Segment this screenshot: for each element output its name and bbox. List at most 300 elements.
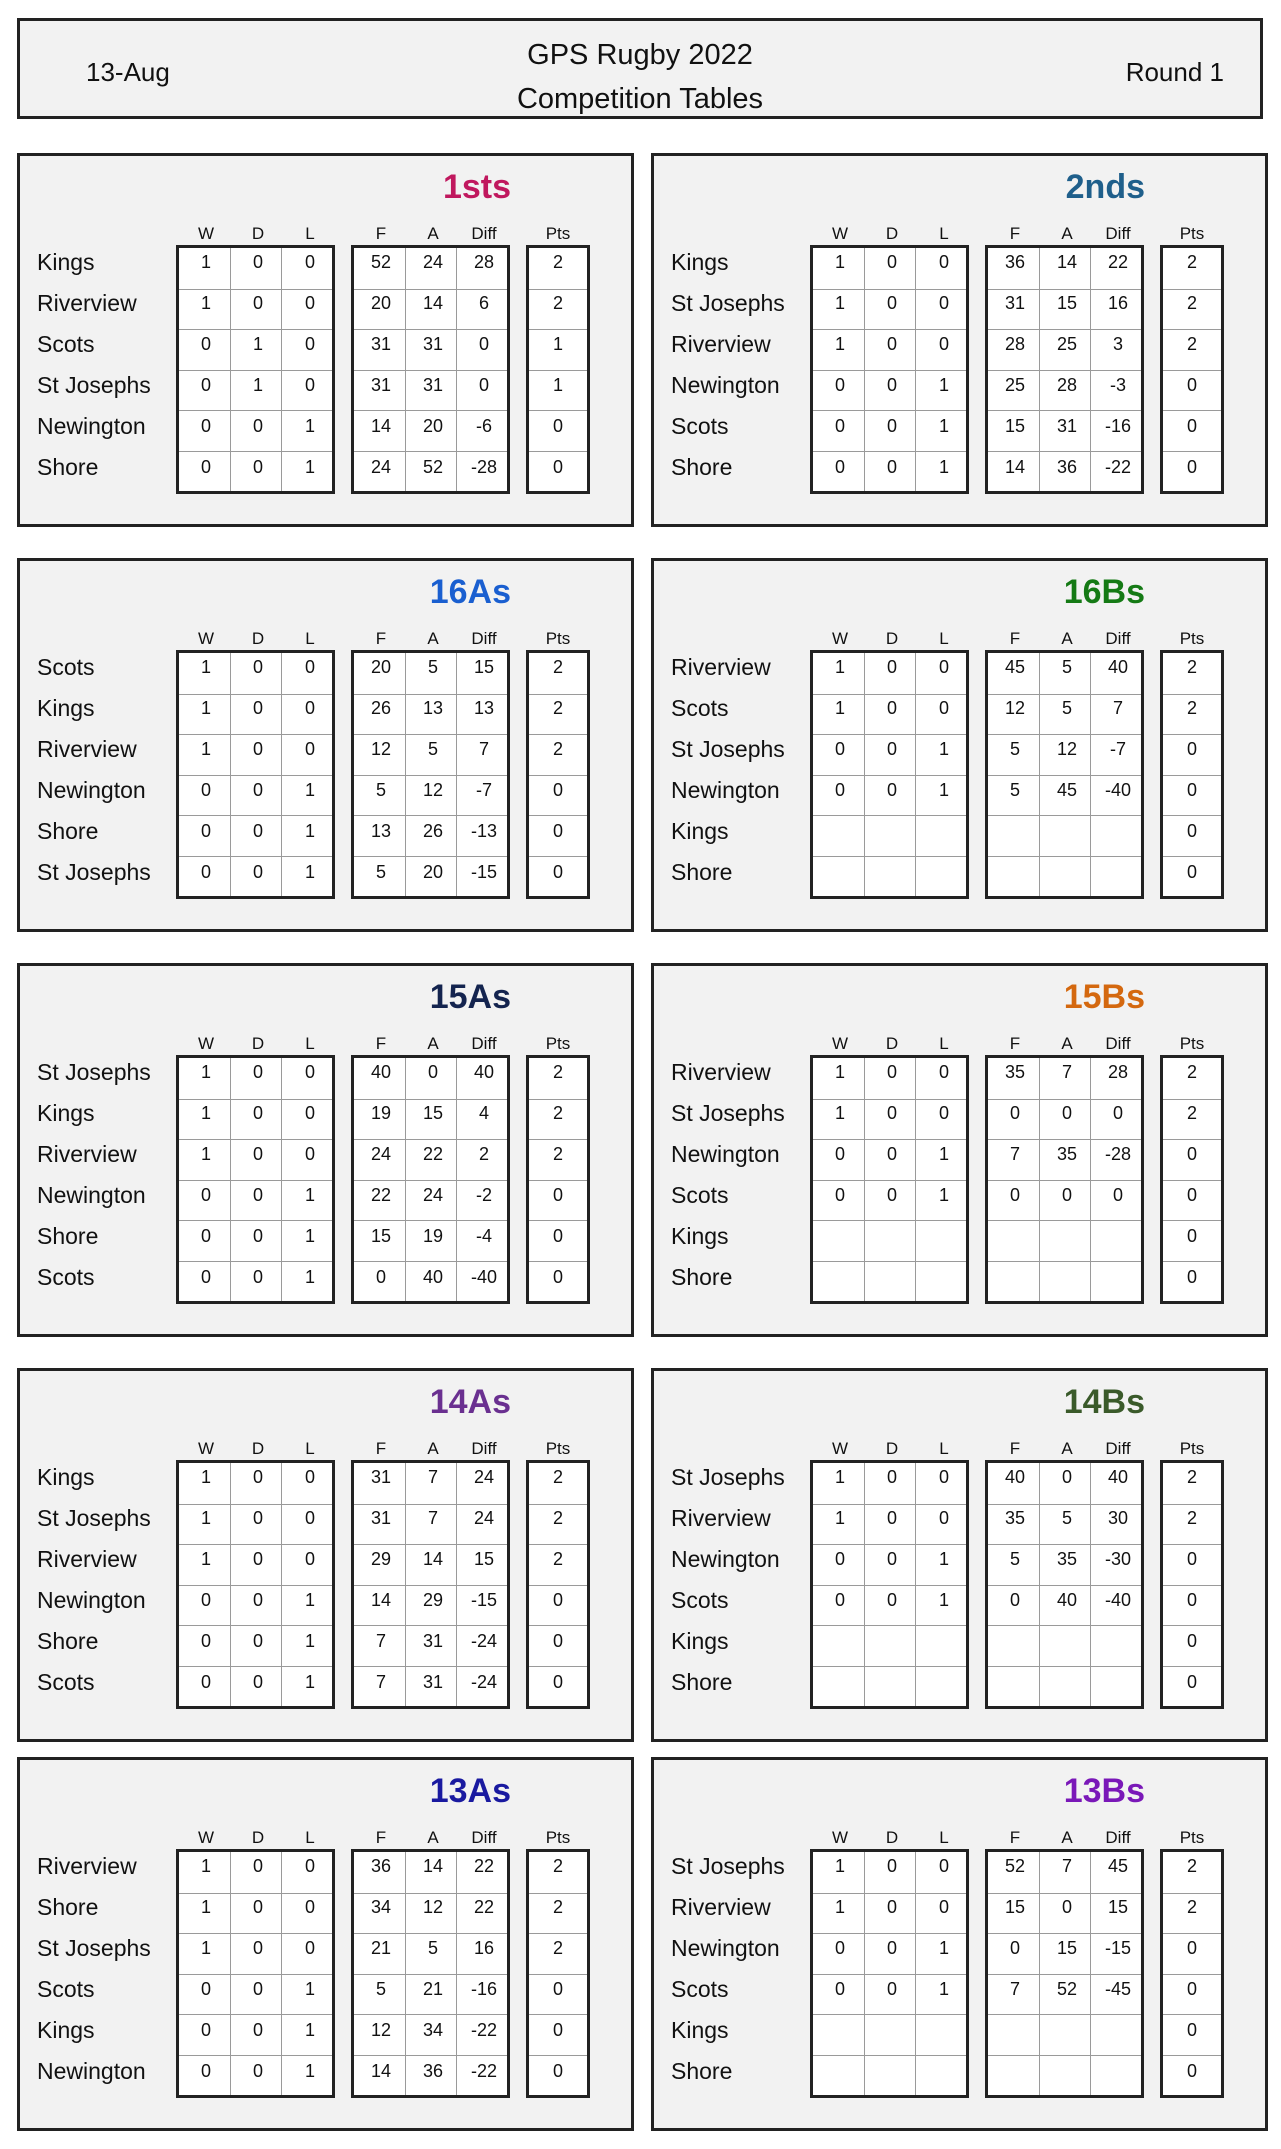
cell-pts: 2 <box>552 1144 563 1164</box>
grid-line <box>529 1933 587 1934</box>
cell-f: 31 <box>370 334 392 354</box>
cell-diff: -3 <box>1109 375 1126 395</box>
cell-diff: 22 <box>473 1856 495 1876</box>
cell-a: 0 <box>1061 1185 1072 1205</box>
grid-line <box>813 1625 966 1626</box>
cell-pts: 2 <box>1186 293 1197 313</box>
cell-pts: 0 <box>1186 1590 1197 1610</box>
cell-pts: 2 <box>552 252 563 272</box>
column-header-f: F <box>375 1034 387 1053</box>
table-panel-14bs <box>651 1368 1268 1742</box>
cell-diff: -28 <box>1104 1144 1131 1164</box>
team-name: Scots <box>37 331 95 357</box>
grid-line <box>813 1544 966 1545</box>
column-header-pts: Pts <box>1179 1828 1205 1847</box>
cell-diff: -22 <box>1104 457 1131 477</box>
cell-f: 15 <box>370 1226 392 1246</box>
cell-d: 0 <box>886 1979 897 1999</box>
header-date: 13-Aug <box>86 57 170 87</box>
cell-f: 0 <box>375 1267 386 1287</box>
team-name: Kings <box>37 1100 95 1126</box>
grid-line <box>1163 370 1221 371</box>
cell-d: 0 <box>252 1267 263 1287</box>
team-name: Kings <box>671 818 729 844</box>
cell-diff: 16 <box>473 1938 495 1958</box>
cell-w: 0 <box>834 375 845 395</box>
page-header <box>17 18 1263 119</box>
column-header-diff: Diff <box>1105 1439 1131 1458</box>
cell-a: 19 <box>422 1226 444 1246</box>
cell-a: 13 <box>422 698 444 718</box>
column-header-f: F <box>375 629 387 648</box>
grid-line <box>813 1933 966 1934</box>
cell-pts: 0 <box>552 1590 563 1610</box>
cell-pts: 2 <box>1186 657 1197 677</box>
grid-line <box>813 2055 966 2056</box>
cell-a: 12 <box>1056 739 1078 759</box>
column-header-diff: Diff <box>471 224 497 243</box>
table-panel-13as <box>17 1757 634 2131</box>
cell-l: 1 <box>938 1549 949 1569</box>
column-header-d: D <box>885 629 899 648</box>
column-header-a: A <box>427 1439 439 1458</box>
cell-f: 20 <box>370 293 392 313</box>
column-header-a: A <box>427 1034 439 1053</box>
cell-f: 24 <box>370 1144 392 1164</box>
grid-line <box>529 1180 587 1181</box>
scores-box <box>985 650 1144 899</box>
column-header-l: L <box>305 1439 315 1458</box>
cell-f: 34 <box>370 1897 392 1917</box>
column-header-d: D <box>251 1828 265 1847</box>
cell-diff: 24 <box>473 1508 495 1528</box>
cell-d: 0 <box>886 1185 897 1205</box>
cell-d: 0 <box>252 1467 263 1487</box>
column-header-f: F <box>375 1828 387 1847</box>
cell-a: 5 <box>427 739 438 759</box>
cell-w: 1 <box>834 1103 845 1123</box>
cell-w: 1 <box>834 1856 845 1876</box>
cell-d: 0 <box>252 698 263 718</box>
team-name: Riverview <box>37 290 137 316</box>
cell-l: 1 <box>304 862 315 882</box>
cell-diff: 28 <box>1107 1062 1129 1082</box>
cell-f: 52 <box>1004 1856 1026 1876</box>
cell-w: 0 <box>200 457 211 477</box>
cell-w: 0 <box>200 1185 211 1205</box>
column-header-w: W <box>197 1439 215 1458</box>
column-header-diff: Diff <box>1105 1034 1131 1053</box>
cell-d: 0 <box>886 252 897 272</box>
column-header-d: D <box>885 1034 899 1053</box>
grid-line <box>179 1666 332 1667</box>
cell-diff: 7 <box>478 739 489 759</box>
cell-pts: 2 <box>1186 1856 1197 1876</box>
cell-w: 0 <box>200 780 211 800</box>
cell-d: 0 <box>252 1672 263 1692</box>
grid-line <box>988 1504 1141 1505</box>
cell-diff: -22 <box>470 2020 497 2040</box>
cell-a: 5 <box>1061 1508 1072 1528</box>
grid-line <box>354 1180 507 1181</box>
grid-line <box>1163 289 1221 290</box>
cell-a: 28 <box>1056 375 1078 395</box>
table-title: 15Bs <box>1063 978 1145 1016</box>
grid-line <box>179 1261 332 1262</box>
grid-line <box>813 1666 966 1667</box>
cell-a: 0 <box>1061 1897 1072 1917</box>
team-name: Shore <box>37 1894 99 1920</box>
cell-a: 14 <box>422 1549 444 1569</box>
cell-pts: 2 <box>552 657 563 677</box>
grid-line <box>813 1585 966 1586</box>
cell-d: 0 <box>886 1549 897 1569</box>
cell-w: 1 <box>200 293 211 313</box>
grid-line <box>529 451 587 452</box>
team-name: St Josephs <box>37 372 151 398</box>
grid-line <box>529 1585 587 1586</box>
cell-pts: 0 <box>552 1226 563 1246</box>
cell-d: 0 <box>252 739 263 759</box>
team-name: Kings <box>37 1464 95 1490</box>
grid-line <box>354 775 507 776</box>
grid-line <box>179 734 332 735</box>
cell-w: 0 <box>200 1631 211 1651</box>
cell-diff: -30 <box>1104 1549 1131 1569</box>
cell-l: 1 <box>304 457 315 477</box>
cell-d: 0 <box>886 657 897 677</box>
column-header-f: F <box>1009 629 1021 648</box>
cell-w: 1 <box>200 1062 211 1082</box>
header-round: Round 1 <box>1125 57 1224 87</box>
column-header-f: F <box>375 224 387 243</box>
column-header-w: W <box>197 629 215 648</box>
table-title: 14As <box>429 1383 511 1421</box>
cell-f: 5 <box>1009 1549 1020 1569</box>
cell-w: 0 <box>834 780 845 800</box>
column-header-w: W <box>831 1439 849 1458</box>
column-header-pts: Pts <box>1179 1034 1205 1053</box>
cell-l: 0 <box>938 1062 949 1082</box>
cell-w: 0 <box>200 334 211 354</box>
title-line-2: Competition Tables <box>516 83 764 115</box>
grid-line <box>813 1220 966 1221</box>
cell-a: 31 <box>422 1672 444 1692</box>
scores-box <box>985 1849 1144 2098</box>
table-panel-14as <box>17 1368 634 1742</box>
grid-line <box>813 410 966 411</box>
grid-line <box>1163 1893 1221 1894</box>
cell-diff: -6 <box>475 416 492 436</box>
grid-line <box>179 856 332 857</box>
team-name: Newington <box>671 1546 780 1572</box>
cell-a: 36 <box>422 2061 444 2081</box>
cell-f: 20 <box>370 657 392 677</box>
column-header-pts: Pts <box>1179 1439 1205 1458</box>
cell-a: 15 <box>422 1103 444 1123</box>
grid-line <box>179 1544 332 1545</box>
team-name: Kings <box>671 1223 729 1249</box>
cell-w: 1 <box>834 1062 845 1082</box>
cell-f: 19 <box>370 1103 392 1123</box>
cell-w: 1 <box>200 698 211 718</box>
team-name: Kings <box>37 2017 95 2043</box>
cell-pts: 2 <box>1186 1467 1197 1487</box>
column-header-d: D <box>885 1439 899 1458</box>
table-title: 13Bs <box>1063 1772 1145 1810</box>
cell-f: 24 <box>370 457 392 477</box>
cell-a: 14 <box>1056 252 1078 272</box>
team-name: Kings <box>37 695 95 721</box>
cell-w: 0 <box>200 416 211 436</box>
cell-f: 40 <box>1004 1467 1026 1487</box>
cell-pts: 0 <box>1186 821 1197 841</box>
column-header-diff: Diff <box>1105 629 1131 648</box>
team-name: Shore <box>37 1223 99 1249</box>
grid-line <box>988 451 1141 452</box>
cell-a: 31 <box>422 1631 444 1651</box>
team-name: Riverview <box>37 1853 137 1879</box>
cell-l: 1 <box>938 457 949 477</box>
grid-line <box>1163 734 1221 735</box>
cell-w: 0 <box>200 2061 211 2081</box>
team-name: Newington <box>37 777 146 803</box>
cell-diff: -4 <box>475 1226 492 1246</box>
grid-line <box>354 329 507 330</box>
cell-l: 0 <box>304 1508 315 1528</box>
cell-diff: -45 <box>1104 1979 1131 1999</box>
column-header-d: D <box>251 1439 265 1458</box>
team-name: Newington <box>671 777 780 803</box>
cell-a: 0 <box>1061 1467 1072 1487</box>
column-header-a: A <box>427 1828 439 1847</box>
column-header-d: D <box>251 224 265 243</box>
grid-line <box>529 1504 587 1505</box>
cell-pts: 0 <box>552 2020 563 2040</box>
grid-line <box>354 734 507 735</box>
cell-f: 36 <box>370 1856 392 1876</box>
cell-d: 0 <box>886 1467 897 1487</box>
grid-line <box>529 1544 587 1545</box>
team-name: Shore <box>671 1264 733 1290</box>
cell-d: 0 <box>886 698 897 718</box>
column-header-pts: Pts <box>545 1439 571 1458</box>
cell-d: 0 <box>252 1185 263 1205</box>
grid-line <box>988 1220 1141 1221</box>
grid-line <box>179 451 332 452</box>
cell-w: 0 <box>200 375 211 395</box>
grid-line <box>354 1139 507 1140</box>
grid-line <box>1163 1544 1221 1545</box>
team-name: Riverview <box>671 654 771 680</box>
grid-line <box>354 2014 507 2015</box>
grid-line <box>1163 1180 1221 1181</box>
grid-line <box>529 1666 587 1667</box>
cell-l: 1 <box>304 2020 315 2040</box>
table-panel-16bs <box>651 558 1268 932</box>
cell-f: 12 <box>370 2020 392 2040</box>
cell-diff: 45 <box>1107 1856 1129 1876</box>
cell-pts: 0 <box>1186 1672 1197 1692</box>
cell-l: 1 <box>938 1590 949 1610</box>
cell-f: 5 <box>375 1979 386 1999</box>
cell-l: 1 <box>304 416 315 436</box>
column-header-l: L <box>939 629 949 648</box>
grid-line <box>529 775 587 776</box>
cell-w: 1 <box>834 1897 845 1917</box>
cell-w: 0 <box>834 739 845 759</box>
cell-w: 0 <box>200 1226 211 1246</box>
cell-l: 0 <box>938 334 949 354</box>
team-name: Scots <box>671 1182 729 1208</box>
cell-d: 0 <box>252 1062 263 1082</box>
cell-pts: 0 <box>1186 1549 1197 1569</box>
team-name: St Josephs <box>37 1935 151 1961</box>
cell-pts: 0 <box>552 780 563 800</box>
grid-line <box>988 329 1141 330</box>
cell-diff: 22 <box>473 1897 495 1917</box>
cell-w: 1 <box>200 252 211 272</box>
cell-f: 22 <box>370 1185 392 1205</box>
cell-pts: 0 <box>1186 416 1197 436</box>
grid-line <box>1163 1504 1221 1505</box>
column-header-l: L <box>939 1439 949 1458</box>
cell-a: 7 <box>1061 1062 1072 1082</box>
grid-line <box>813 1099 966 1100</box>
scores-box <box>985 1055 1144 1304</box>
cell-l: 0 <box>304 739 315 759</box>
grid-line <box>179 410 332 411</box>
column-header-f: F <box>375 1439 387 1458</box>
cell-d: 1 <box>252 334 263 354</box>
cell-d: 0 <box>252 657 263 677</box>
cell-l: 0 <box>938 1467 949 1487</box>
column-header-a: A <box>1061 629 1073 648</box>
grid-line <box>813 1504 966 1505</box>
table-title: 14Bs <box>1063 1383 1145 1421</box>
cell-f: 0 <box>1009 1590 1020 1610</box>
grid-line <box>529 289 587 290</box>
cell-d: 0 <box>252 1856 263 1876</box>
team-name: Riverview <box>37 736 137 762</box>
cell-diff: -15 <box>470 862 497 882</box>
grid-line <box>1163 329 1221 330</box>
cell-d: 0 <box>886 457 897 477</box>
cell-l: 1 <box>304 1672 315 1692</box>
cell-diff: 0 <box>1112 1185 1123 1205</box>
cell-diff: 7 <box>1112 698 1123 718</box>
team-name: Kings <box>671 249 729 275</box>
column-header-l: L <box>939 1034 949 1053</box>
grid-line <box>179 1974 332 1975</box>
cell-w: 1 <box>200 1103 211 1123</box>
cell-pts: 0 <box>552 1631 563 1651</box>
cell-l: 1 <box>304 1590 315 1610</box>
cell-d: 0 <box>252 2061 263 2081</box>
cell-pts: 2 <box>1186 1103 1197 1123</box>
cell-l: 1 <box>938 1144 949 1164</box>
cell-f: 13 <box>370 821 392 841</box>
cell-diff: -40 <box>470 1267 497 1287</box>
cell-a: 14 <box>422 1856 444 1876</box>
cell-diff: 28 <box>473 252 495 272</box>
cell-l: 0 <box>304 375 315 395</box>
grid-line <box>988 370 1141 371</box>
cell-w: 1 <box>834 1508 845 1528</box>
cell-diff: 0 <box>478 334 489 354</box>
cell-d: 0 <box>252 416 263 436</box>
column-header-diff: Diff <box>471 1828 497 1847</box>
cell-d: 0 <box>886 1062 897 1082</box>
cell-f: 5 <box>1009 780 1020 800</box>
team-name: Scots <box>37 1976 95 2002</box>
column-header-d: D <box>885 224 899 243</box>
cell-diff: 16 <box>1107 293 1129 313</box>
grid-line <box>1163 1585 1221 1586</box>
cell-f: 0 <box>1009 1938 1020 1958</box>
cell-w: 0 <box>200 862 211 882</box>
team-name: Shore <box>37 818 99 844</box>
cell-pts: 1 <box>552 375 563 395</box>
column-header-w: W <box>197 224 215 243</box>
page-title <box>20 33 1260 121</box>
cell-a: 15 <box>1056 293 1078 313</box>
cell-pts: 0 <box>1186 1144 1197 1164</box>
column-header-d: D <box>251 1034 265 1053</box>
cell-f: 14 <box>370 1590 392 1610</box>
cell-l: 1 <box>938 1979 949 1999</box>
team-name: Newington <box>37 1587 146 1613</box>
grid-line <box>1163 1933 1221 1934</box>
cell-diff: 30 <box>1107 1508 1129 1528</box>
cell-f: 5 <box>375 862 386 882</box>
cell-w: 1 <box>200 1508 211 1528</box>
team-name: St Josephs <box>671 736 785 762</box>
grid-line <box>354 451 507 452</box>
grid-line <box>1163 2014 1221 2015</box>
cell-d: 0 <box>886 1856 897 1876</box>
cell-l: 0 <box>304 657 315 677</box>
title-line-1: GPS Rugby 2022 <box>527 39 753 71</box>
cell-diff: 40 <box>473 1062 495 1082</box>
team-name: Riverview <box>37 1141 137 1167</box>
column-header-pts: Pts <box>1179 629 1205 648</box>
cell-d: 0 <box>252 821 263 841</box>
grid-line <box>813 329 966 330</box>
table-title: 2nds <box>1065 168 1145 206</box>
cell-pts: 0 <box>552 862 563 882</box>
table-panel-1sts <box>17 153 634 527</box>
cell-l: 1 <box>304 1979 315 1999</box>
cell-a: 31 <box>422 375 444 395</box>
cell-l: 0 <box>938 252 949 272</box>
cell-w: 0 <box>834 1549 845 1569</box>
cell-diff: 40 <box>1107 1467 1129 1487</box>
cell-f: 21 <box>370 1938 392 1958</box>
cell-a: 0 <box>1061 1103 1072 1123</box>
column-header-diff: Diff <box>471 629 497 648</box>
cell-f: 40 <box>370 1062 392 1082</box>
cell-d: 0 <box>886 1144 897 1164</box>
cell-a: 24 <box>422 1185 444 1205</box>
grid-line <box>179 2014 332 2015</box>
cell-f: 45 <box>1004 657 1026 677</box>
grid-line <box>179 775 332 776</box>
cell-pts: 2 <box>552 739 563 759</box>
grid-line <box>1163 1625 1221 1626</box>
grid-line <box>179 370 332 371</box>
grid-line <box>529 1893 587 1894</box>
